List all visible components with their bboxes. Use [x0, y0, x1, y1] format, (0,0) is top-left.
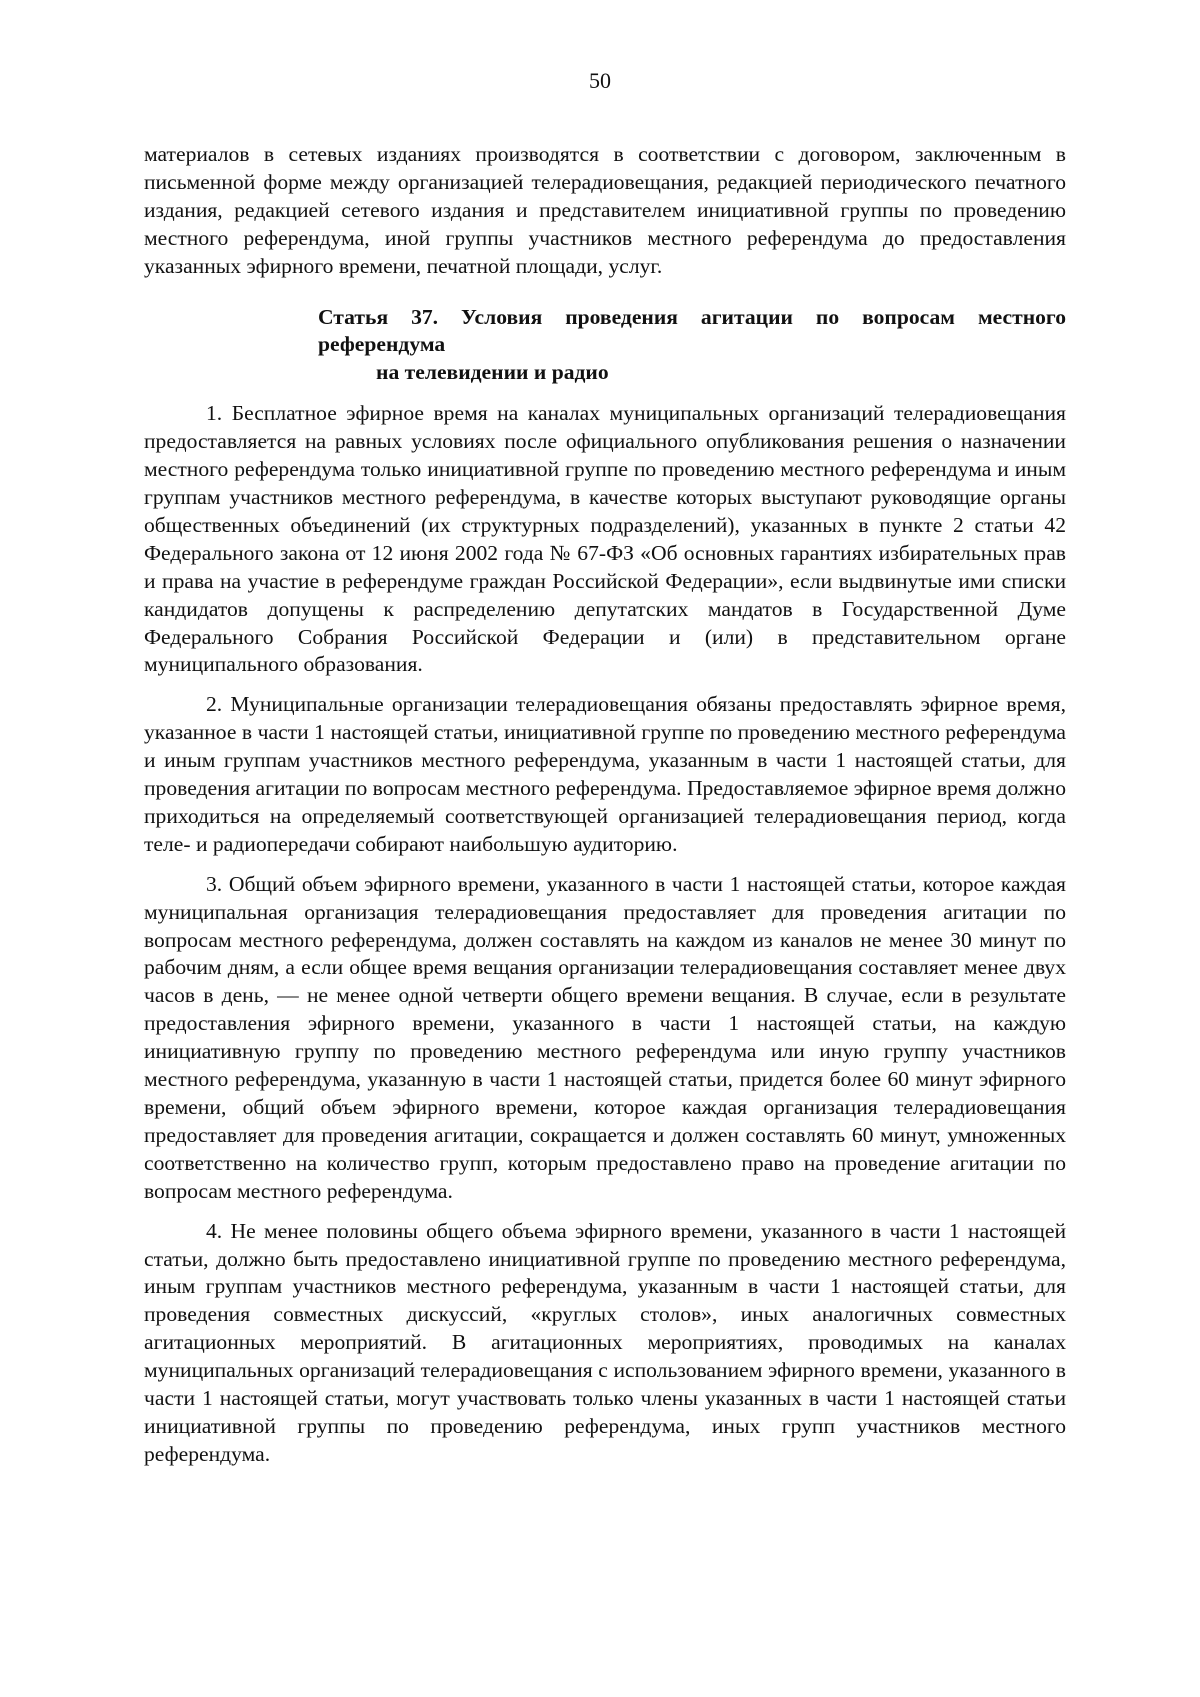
article-heading-line1: Статья 37. Условия проведения агитации по вопросам местного референдума [318, 304, 1066, 357]
article-paragraph-2: 2. Муниципальные организации телерадиовещания обязаны предоставлять эфирное время, указанное в части 1 настоящей статьи, инициативной группе по проведению местного референдума и иным группам участников местного референдума, указанным в части 1 настоящей статьи, для проведения агитации по вопросам местного референдума. Предоставляемое эфирное время должно приходиться на определяемый соответствующей организацией телерадиовещания период, когда теле- и радиопередачи собирают наибольшую аудиторию. [144, 692, 1066, 856]
document-body [144, 141, 1066, 1469]
page-number: 50 [589, 68, 611, 93]
article-paragraph-1: 1. Бесплатное эфирное время на каналах муниципальных организаций телерадиовещания предоставляется на равных условиях после официального опубликования решения о назначении местного референдума только инициативной группе по проведению местного референдума и иным группам участников местного референдума, в качестве которых выступают руководящие органы общественных объединений (их структурных подразделений), указанных в пункте 2 статьи 42 Федерального закона от 12 июня 2002 года № 67-ФЗ «Об основных гарантиях избирательных прав и права на участие в референдуме граждан Российской Федерации», если выдвинутые ими списки кандидатов допущены к распределению депутатских мандатов в Государственной Думе Федерального Собрания Российской Федерации и (или) в представительном органе муниципального образования. [144, 401, 1066, 677]
article-paragraph-3: 3. Общий объем эфирного времени, указанного в части 1 настоящей статьи, которое каждая муниципальная организация телерадиовещания предоставляет для проведения агитации по вопросам местного референдума, должен составлять на каждом из каналов не менее 30 минут по рабочим дням, а если общее время вещания организации телерадиовещания составляет менее двух часов в день, — не менее одной четверти общего времени вещания. В случае, если в результате предоставления эфирного времени, указанного в части 1 настоящей статьи, на каждую инициативную группу по проведению местного референдума или иную группу участников местного референдума, указанную в части 1 настоящей статьи, придется более 60 минут эфирного времени, общий объем эфирного времени, которое каждая организация телерадиовещания предоставляет для проведения агитации, сокращается и должен составлять 60 минут, умноженных соответственно на количество групп, которым предоставлено право на проведение агитации по вопросам местного референдума. [144, 871, 1066, 1203]
article-paragraph-4: 4. Не менее половины общего объема эфирного времени, указанного в части 1 настоящей статьи, должно быть предоставлено инициативной группе по проведению местного референдума, иным группам участников местного референдума, указанным в части 1 настоящей статьи, для проведения совместных дискуссий, «круглых столов», иных аналогичных совместных агитационных мероприятий. В агитационных мероприятиях, проводимых на каналах муниципальных организаций телерадиовещания с использованием эфирного времени, указанного в части 1 настоящей статьи, могут участвовать только члены указанных в части 1 настоящей статьи инициативной группы по проведению референдума, иных групп участников местного референдума. [144, 1218, 1066, 1466]
article-heading-line2: на телевидении и радио [376, 360, 609, 385]
article-heading [144, 304, 1066, 388]
intro-paragraph: материалов в сетевых изданиях производятся в соответствии с договором, заключенным в письменной форме между организацией телерадиовещания, редакцией периодического печатного издания, редакцией сетевого издания и представителем инициативной группы по проведению местного референдума, иной группы участников местного референдума до предоставления указанных эфирного времени, печатной площади, услуг. [144, 142, 1066, 278]
